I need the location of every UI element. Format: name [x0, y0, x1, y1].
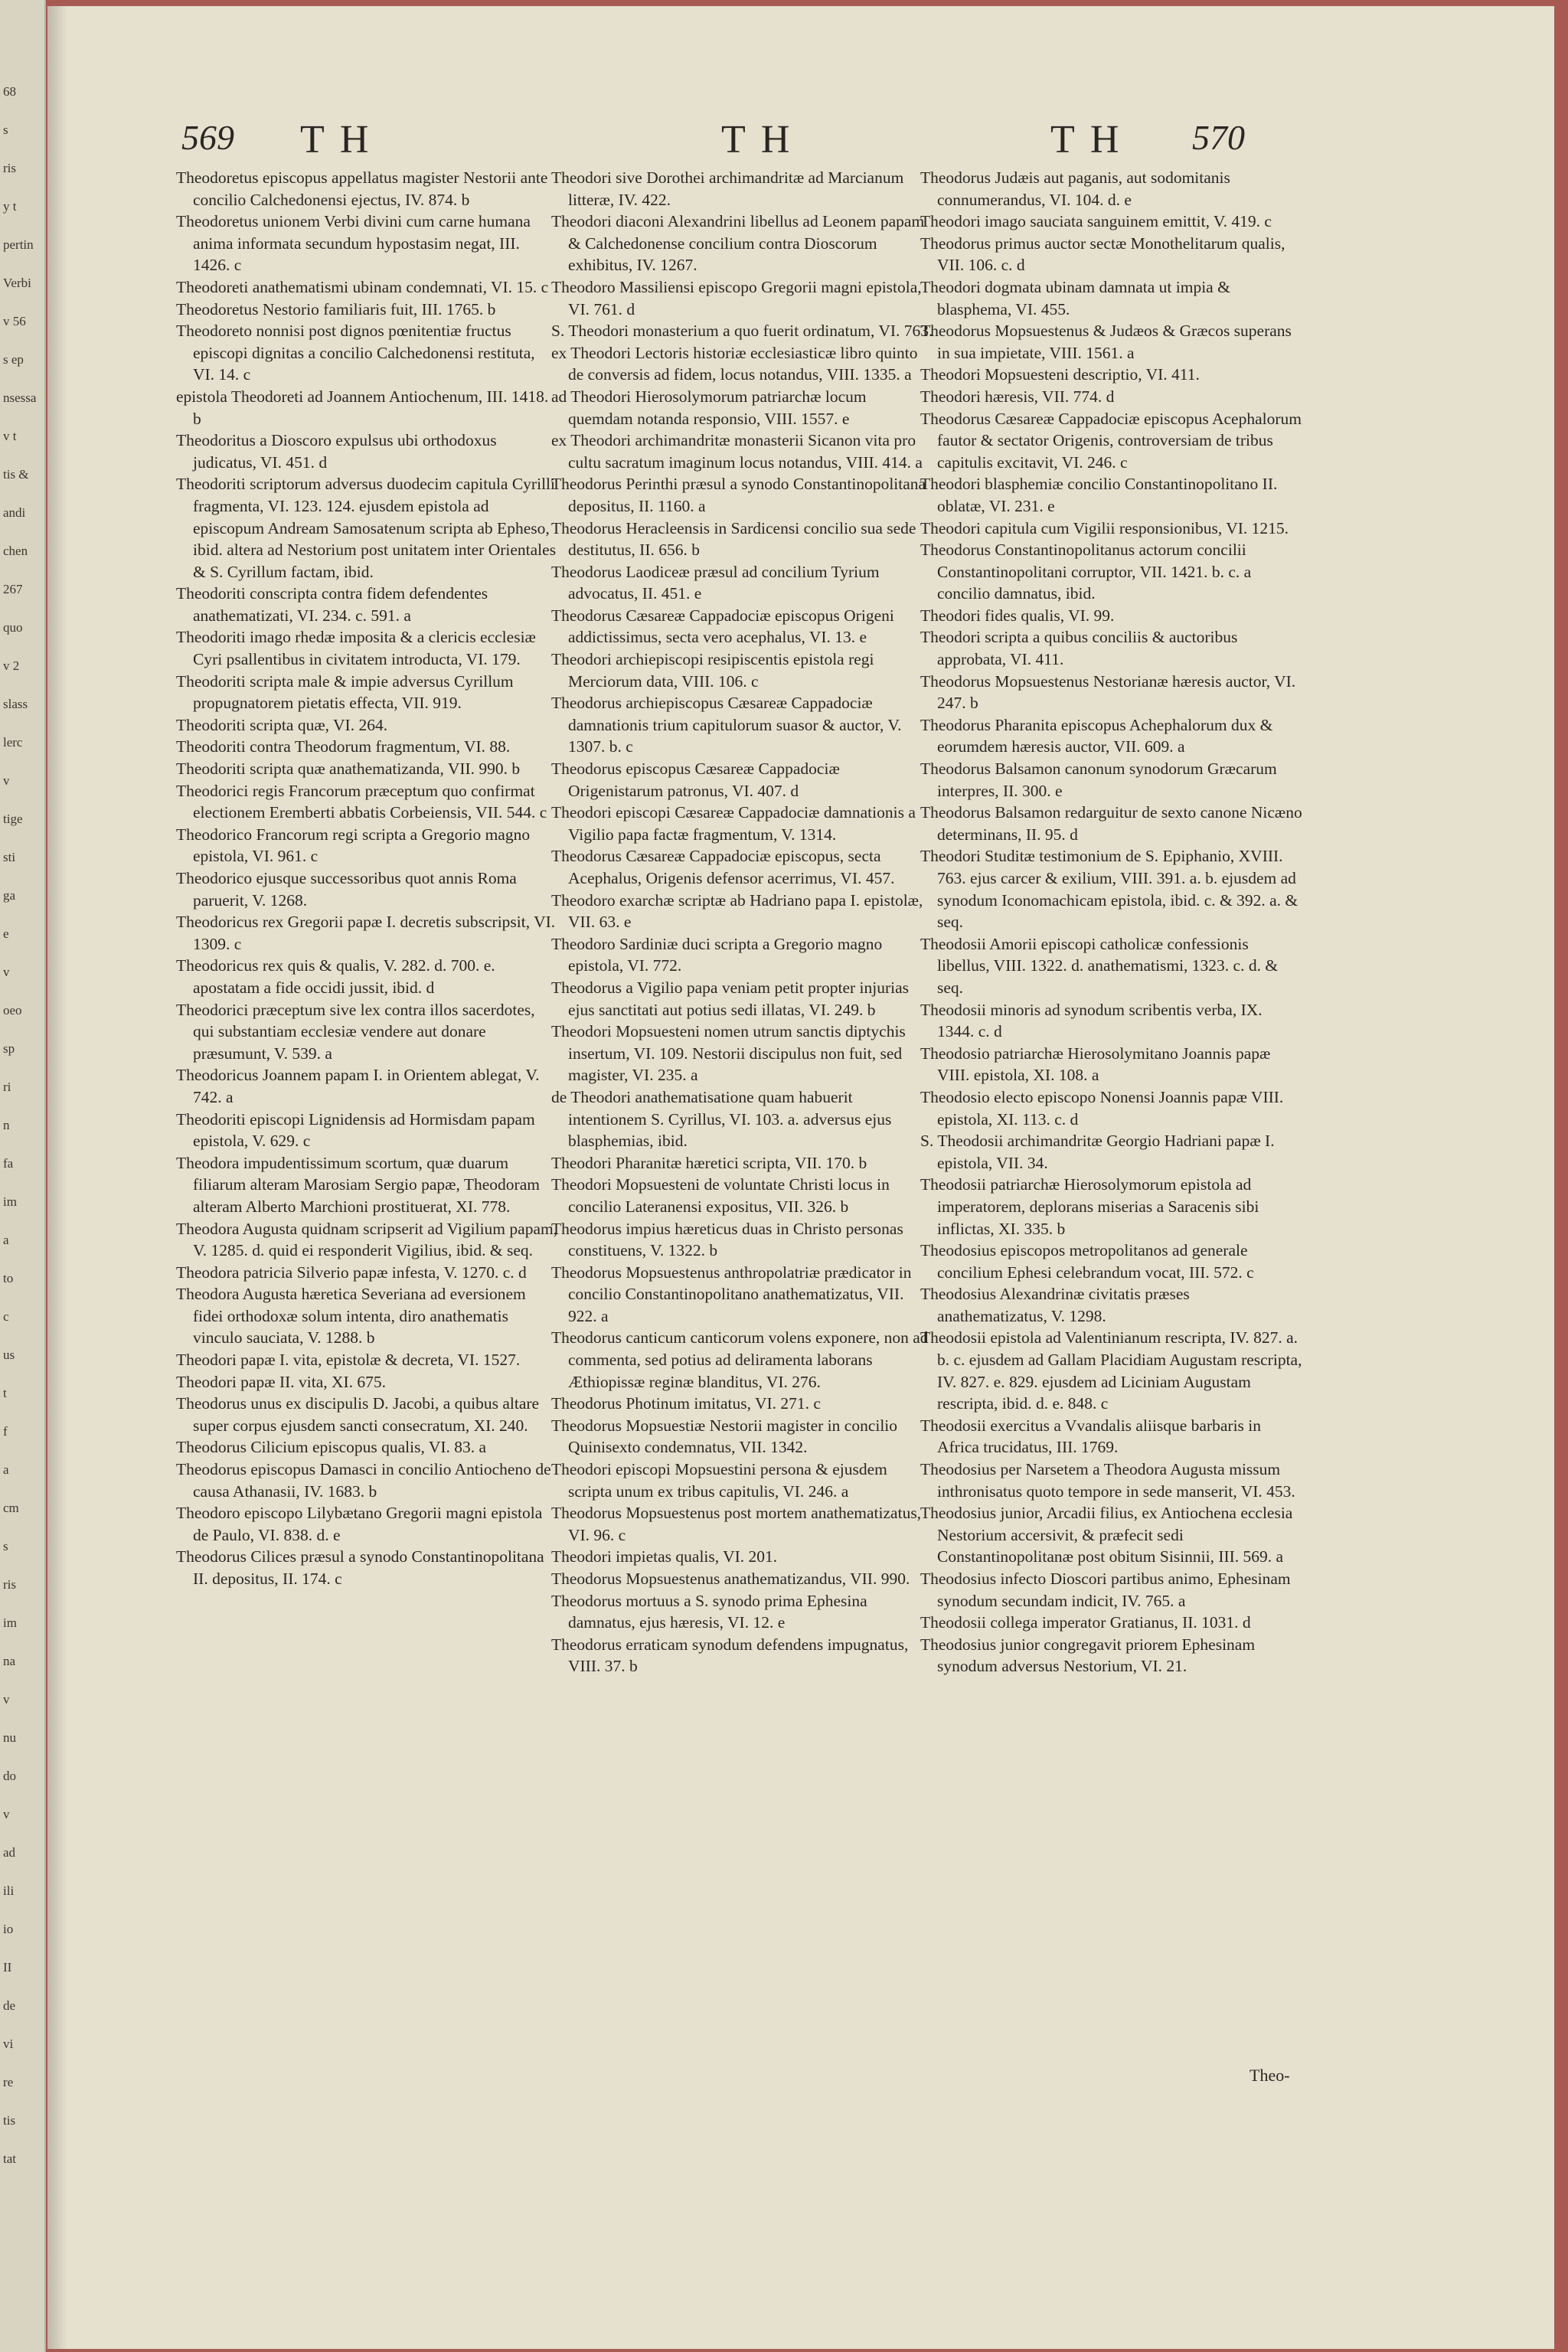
- index-entry: Theodori fides qualis, VI. 99.: [920, 606, 1115, 625]
- index-entry: Theodosius junior, Arcadii filius, ex Antiochena ecclesia Nestorium accersivit, & præfecit sedi Constantinopolitanæ post obitum Sisinnii, III. 569. a: [920, 1504, 1293, 1566]
- index-entry: Theodorus unus ex discipulis D. Jacobi, a quibus altare super corpus ejusdem sancti consecratum, XI. 240.: [176, 1394, 540, 1435]
- index-entry: Theodorus Cilicium episcopus qualis, VI. 83. a: [176, 1438, 487, 1457]
- previous-page-fragment: oeo: [3, 1003, 22, 1018]
- index-entry: Theodorico Francorum regi scripta a Gregorio magno epistola, VI. 961. c: [176, 825, 531, 866]
- index-entry: Theodoretus unionem Verbi divini cum carne humana anima informata secundum hypostasim negat, III. 1426. c: [176, 212, 531, 275]
- index-entry: Theodorus Laodiceæ præsul ad concilium Tyrium advocatus, II. 451. e: [551, 562, 880, 603]
- index-entry: de Theodori anathematisatione quam habuerit intentionem S. Cyrillus, VI. 103. a. adversus ejus blasphemias, ibid.: [551, 1087, 892, 1151]
- index-entry: Theodoricus rex Gregorii papæ I. decretis subscripsit, VI. 1309. c: [176, 913, 556, 953]
- index-entry: Theodosius junior congregavit priorem Ephesinam synodum adversus Nestorium, VI. 21.: [920, 1635, 1256, 1676]
- index-entry: ad Theodori Hierosolymorum patriarchæ locum quemdam notanda responsio, VIII. 1557. e: [551, 387, 867, 428]
- previous-page-fragment: 267: [3, 582, 23, 596]
- previous-page-fragment: a: [3, 1233, 9, 1247]
- index-entry: Theodora Augusta hæretica Severiana ad eversionem fidei orthodoxæ solum intenta, diro anathematis vinculo sauciata, V. 1288. b: [176, 1285, 526, 1348]
- index-entry: Theodorus canticum canticorum volens exponere, non ad commenta, sed potius ad deliramenta laborans Æthiopissæ reginæ blanditus, VI. 276.: [551, 1328, 929, 1391]
- previous-page-fragment: io: [3, 1922, 14, 1936]
- index-entry: Theodorus Perinthi præsul a synodo Constantinopolitana depositus, II. 1160. a: [551, 475, 926, 515]
- previous-page-fragment: tis &: [3, 467, 29, 482]
- previous-page-fragment: 68: [3, 84, 16, 99]
- previous-page-fragment: f: [3, 1424, 8, 1439]
- previous-page-fragment: t: [3, 1386, 7, 1400]
- index-entry: Theodoriti scripta quæ anathematizanda, VII. 990. b: [176, 760, 521, 779]
- previous-page-fragment: v t: [3, 429, 17, 443]
- index-entry: Theodoretus episcopus appellatus magister Nestorii ante concilio Calchedonensi ejectus, IV. 874. b: [176, 168, 548, 209]
- index-entry: Theodoritus a Dioscoro expulsus ubi orthodoxus judicatus, VI. 451. d: [176, 431, 497, 472]
- previous-page-fragment: im: [3, 1615, 17, 1630]
- previous-page-fragment: fa: [3, 1156, 14, 1171]
- previous-page-fragment: v 2: [3, 658, 20, 673]
- book-page: [47, 6, 1554, 2349]
- previous-page-fragment: to: [3, 1271, 14, 1285]
- previous-page-fragment: c: [3, 1309, 9, 1324]
- index-entry: Theodosius Alexandrinæ civitatis præses anathematizatus, V. 1298.: [920, 1285, 1190, 1325]
- index-entry: Theodorus Mopsuestenus & Judæos & Græcos superans in sua impietate, VIII. 1561. a: [920, 322, 1292, 362]
- index-entry: Theodoriti conscripta contra fidem defendentes anathematizati, VI. 234. c. 591. a: [176, 584, 488, 625]
- previous-page-fragment: lerc: [3, 735, 23, 750]
- previous-page-fragment: y t: [3, 199, 17, 214]
- previous-page-fragment: ris: [3, 1577, 16, 1592]
- index-entry: Theodorus mortuus a S. synodo prima Ephesina damnatus, ejus hæresis, VI. 12. e: [551, 1591, 867, 1632]
- previous-page-fragment: vi: [3, 2037, 14, 2051]
- previous-page-edge: [0, 0, 46, 2352]
- index-entry: Theodora patricia Silverio papæ infesta, V. 1270. c. d: [176, 1263, 527, 1282]
- previous-page-fragment: s: [3, 122, 8, 137]
- previous-page-fragment: Verbi: [3, 276, 31, 290]
- index-entry: Theodosio electo episcopo Nonensi Joannis papæ VIII. epistola, XI. 113. c. d: [920, 1087, 1284, 1129]
- index-entry: Theodorus Pharanita episcopus Achephalorum dux & eorumdem hæresis auctor, VII. 609. a: [920, 715, 1273, 756]
- index-entry: Theodori Mopsuesteni de voluntate Christi locus in concilio Lateranensi expositus, VII. 326. b: [551, 1175, 890, 1216]
- index-entry: Theodosio patriarchæ Hierosolymitano Joannis papæ VIII. epistola, XI. 108. a: [920, 1044, 1271, 1085]
- index-entry: epistola Theodoreti ad Joannem Antiochenum, III. 1418. b: [176, 387, 549, 428]
- previous-page-fragment: II: [3, 1960, 12, 1975]
- previous-page-fragment: v: [3, 1692, 10, 1707]
- previous-page-fragment: tige: [3, 812, 23, 826]
- previous-page-fragment: do: [3, 1769, 16, 1783]
- previous-page-fragment: pertin: [3, 237, 34, 252]
- index-entry: Theodoriti scripta quæ, VI. 264.: [176, 715, 388, 734]
- index-entry: Theodosii Amorii episcopi catholicæ confessionis libellus, VIII. 1322. d. anathematismi, 1323. c. d. & seq.: [920, 934, 1279, 997]
- index-entry: Theodosii collega imperator Gratianus, II. 1031. d: [920, 1613, 1251, 1632]
- index-entry: Theodori Mopsuesteni nomen utrum sanctis diptychis insertum, VI. 109. Nestorii discipulus non fuit, sed magister, VI. 235. a: [551, 1022, 906, 1085]
- index-entry: Theodori imago sauciata sanguinem emittit, V. 419. c: [920, 212, 1272, 231]
- center-running-head: T H: [721, 118, 793, 162]
- previous-page-fragment: ili: [3, 1883, 15, 1898]
- index-entry: Theodori dogmata ubinam damnata ut impia & blasphema, VI. 455.: [920, 277, 1230, 318]
- previous-page-fragment: sti: [3, 850, 16, 864]
- index-entry: Theodorus Cilices præsul a synodo Constantinopolitana II. depositus, II. 174. c: [176, 1547, 544, 1588]
- previous-page-fragment: chen: [3, 544, 28, 558]
- index-entry: Theodosius per Narsetem a Theodora Augusta missum inthronisatus quoto tempore in sede manserit, VI. 453.: [920, 1460, 1295, 1501]
- index-entry: Theodorus Mopsuestiæ Nestorii magister in concilio Quinisexto condemnatus, VII. 1342.: [551, 1416, 898, 1457]
- index-entry: Theodora Augusta quidnam scripserit ad Vigilium papam, V. 1285. d. quid ei responderit Vigilius, ibid. & seq.: [176, 1219, 558, 1260]
- index-entry: Theodosius episcopos metropolitanos ad generale concilium Ephesi celebrandum vocat, III. 572. c: [920, 1241, 1254, 1282]
- index-entry: Theodoro episcopo Lilybætano Gregorii magni epistola de Paulo, VI. 838. d. e: [176, 1504, 543, 1544]
- previous-page-fragment: nsessa: [3, 390, 37, 405]
- index-entry: Theodoriti contra Theodorum fragmentum, VI. 88.: [176, 737, 511, 756]
- index-entry: Theodorus primus auctor sectæ Monothelitarum qualis, VII. 106. c. d: [920, 234, 1285, 275]
- index-entry: Theodosii exercitus a Vvandalis aliisque barbaris in Africa trucidatus, III. 1769.: [920, 1416, 1262, 1457]
- index-entry: Theodosii patriarchæ Hierosolymorum epistola ad imperatorem, deplorans miserias a Saracenis sibi inflictas, XI. 335. b: [920, 1175, 1259, 1238]
- index-entry: Theodori impietas qualis, VI. 201.: [551, 1547, 778, 1566]
- previous-page-fragment: tat: [3, 2151, 16, 2166]
- index-entry: Theodori capitula cum Vigilii responsionibus, VI. 1215.: [920, 518, 1289, 537]
- index-entry: Theodorus Heracleensis in Sardicensi concilio sua sede destitutus, II. 656. b: [551, 518, 916, 560]
- previous-page-fragment: e: [3, 926, 9, 941]
- index-entry: Theodorici præceptum sive lex contra illos sacerdotes, qui substantiam ecclesiæ vendere aut donare præsumunt, V. 539. a: [176, 1000, 535, 1063]
- index-entry: Theodoretus Nestorio familiaris fuit, III. 1765. b: [176, 299, 496, 318]
- index-column-3: [920, 167, 1303, 1677]
- gutter-shadow: [47, 6, 67, 2349]
- index-entry: Theodori diaconi Alexandrini libellus ad Leonem papam & Calchedonense concilium contra Dioscorum exhibitus, IV. 1267.: [551, 212, 925, 275]
- index-entry: Theodoriti scripta male & impie adversus Cyrillum propugnatorem pietatis effecta, VII. 919.: [176, 671, 514, 713]
- index-entry: Theodori Pharanitæ hæretici scripta, VII. 170. b: [551, 1153, 867, 1172]
- index-entry: Theodorus Balsamon redarguitur de sexto canone Nicæno determinans, II. 95. d: [920, 803, 1302, 844]
- index-entry: Theodori episcopi Mopsuestini persona & ejusdem scripta unum ex tribus capitulis, VI. 246. a: [551, 1460, 887, 1501]
- index-entry: Theodorus episcopus Damasci in concilio Antiocheno de causa Athanasii, IV. 1683. b: [176, 1460, 551, 1501]
- previous-page-fragment: im: [3, 1194, 17, 1209]
- index-entry: Theodori archiepiscopi resipiscentis epistola regi Merciorum data, VIII. 106. c: [551, 650, 874, 691]
- index-entry: Theodori Studitæ testimonium de S. Epiphanio, XVIII. 763. ejus carcer & exilium, VIII. 391. a. b. ejusdem ad synodum Iconomachicam epistola, ibid. c. & 392. a. & seq.: [920, 847, 1298, 932]
- index-entry: Theodori papæ I. vita, epistolæ & decreta, VI. 1527.: [176, 1351, 521, 1370]
- index-entry: Theodoro Massiliensi episcopo Gregorii magni epistola, VI. 761. d: [551, 277, 922, 318]
- previous-page-fragment: quo: [3, 620, 23, 635]
- index-entry: Theodorus Cæsareæ Cappadociæ episcopus Origeni addictissimus, secta vero acephalus, VI. 13. e: [551, 606, 894, 647]
- index-entry: Theodorus Balsamon canonum synodorum Græcarum interpres, II. 300. e: [920, 760, 1277, 800]
- index-entry: Theodori scripta a quibus conciliis & auctoribus approbata, VI. 411.: [920, 628, 1238, 669]
- index-entry: Theodoriti scriptorum adversus duodecim capitula Cyrilli fragmenta, VI. 123. 124. ejusdem epistola ad episcopum Andream Samosatenum scripta ab Epheso, ibid. altera ad Nestorium post unitatem inter Orientales & S. Cyrillum factam, ibid.: [176, 475, 557, 581]
- previous-page-fragment: n: [3, 1118, 10, 1132]
- left-page-number: 569: [181, 118, 234, 157]
- index-entry: Theodorico ejusque successoribus quot annis Roma paruerit, V. 1268.: [176, 869, 517, 910]
- previous-page-fragment: tis: [3, 2113, 16, 2128]
- previous-page-fragment: v: [3, 965, 10, 979]
- previous-page-fragment: andi: [3, 505, 26, 520]
- index-entry: ex Theodori archimandritæ monasterii Sicanon vita pro cultu sacratum imaginum locus notandus, VIII. 414. a: [551, 431, 923, 472]
- index-entry: ex Theodori Lectoris historiæ ecclesiasticæ libro quinto de conversis ad fidem, locus notandus, VIII. 1335. a: [551, 343, 918, 384]
- index-entry: Theodorus Mopsuestenus post mortem anathematizatus, VI. 96. c: [551, 1504, 922, 1544]
- index-entry: Theodorus episcopus Cæsareæ Cappadociæ Origenistarum patronus, VI. 407. d: [551, 760, 840, 800]
- index-entry: Theodori blasphemiæ concilio Constantinopolitano II. oblatæ, VI. 231. e: [920, 475, 1278, 515]
- previous-page-fragment: sp: [3, 1041, 15, 1056]
- left-running-head: T H: [300, 118, 372, 162]
- previous-page-fragment: na: [3, 1654, 16, 1668]
- previous-page-fragment: v 56: [3, 314, 26, 328]
- previous-page-fragment: v: [3, 773, 10, 788]
- index-column-2: [551, 167, 934, 1677]
- index-entry: Theodoriti imago rhedæ imposita & a clericis ecclesiæ Cyri psallentibus in civitatem introducta, VI. 179.: [176, 628, 536, 669]
- index-entry: Theodorus Cæsareæ Cappadociæ episcopus Acephalorum fautor & sectator Origenis, controversiam de tribus capitulis excitavit, VI. 246. c: [920, 409, 1302, 472]
- previous-page-fragment: ga: [3, 888, 16, 903]
- index-entry: S. Theodori monasterium a quo fuerit ordinatum, VI. 763.: [551, 322, 933, 341]
- index-entry: Theodosius infecto Dioscori partibus animo, Ephesinam synodum secundam indicit, IV. 765. a: [920, 1570, 1291, 1610]
- previous-page-fragment: a: [3, 1462, 9, 1477]
- index-entry: Theodoreto nonnisi post dignos pœnitentiæ fructus episcopi dignitas a concilio Calchedonensi restituta, VI. 14. c: [176, 322, 535, 384]
- index-entry: Theodoricus Joannem papam I. in Orientem ablegat, V. 742. a: [176, 1066, 540, 1106]
- index-entry: Theodorus Cæsareæ Cappadociæ episcopus, secta Acephalus, Origenis defensor acerrimus, VI. 457.: [551, 847, 895, 887]
- index-entry: Theodori hæresis, VII. 774. d: [920, 387, 1115, 406]
- index-entry: Theodosii epistola ad Valentinianum rescripta, IV. 827. a. b. c. ejusdem ad Gallam Placidiam Augustam rescripta, IV. 827. e. 829. ejusdem ad Liciniam Augustam rescripta, ibid. d. e. 848. c: [920, 1328, 1302, 1413]
- previous-page-fragment: s: [3, 1539, 8, 1553]
- index-entry: Theodoriti episcopi Lignidensis ad Hormisdam papam epistola, V. 629. c: [176, 1109, 535, 1151]
- index-entry: Theodori episcopi Cæsareæ Cappadociæ damnationis a Vigilio papa factæ fragmentum, V. 1314.: [551, 803, 916, 844]
- previous-page-fragment: ris: [3, 161, 16, 175]
- index-entry: Theodori sive Dorothei archimandritæ ad Marcianum litteræ, IV. 422.: [551, 168, 904, 209]
- previous-page-fragment: nu: [3, 1730, 16, 1745]
- previous-page-fragment: cm: [3, 1501, 19, 1515]
- previous-page-fragment: de: [3, 1998, 16, 2013]
- index-entry: Theodorus Mopsuestenus Nestorianæ hæresis auctor, VI. 247. b: [920, 671, 1296, 713]
- right-page-number: 570: [1192, 118, 1245, 157]
- index-entry: Theodorus erraticam synodum defendens impugnatus, VIII. 37. b: [551, 1635, 909, 1676]
- previous-page-fragment: ad: [3, 1845, 16, 1860]
- index-entry: Theodorus Mopsuestenus anathematizandus, VII. 990.: [551, 1570, 910, 1588]
- index-column-1: [176, 167, 559, 1590]
- index-entry: Theodorus impius hæreticus duas in Christo personas constituens, V. 1322. b: [551, 1219, 903, 1260]
- index-entry: Theodorus Photinum imitatus, VI. 271. c: [551, 1394, 821, 1413]
- index-entry: Theodorus Mopsuestenus anthropolatriæ prædicator in concilio Constantinopolitano anathematizatus, VII. 922. a: [551, 1263, 912, 1325]
- index-entry: Theodoro Sardiniæ duci scripta a Gregorio magno epistola, VI. 772.: [551, 934, 883, 975]
- index-entry: S. Theodosii archimandritæ Georgio Hadriani papæ I. epistola, VII. 34.: [920, 1132, 1275, 1172]
- index-entry: Theodoricus rex quis & qualis, V. 282. d. 700. e. apostatam a fide occidi jussit, ibid. d: [176, 956, 495, 997]
- previous-page-fragment: v: [3, 1807, 10, 1821]
- index-entry: Theodorus archiepiscopus Cæsareæ Cappadociæ damnationis trium capitulorum suasor & auctor, V. 1307. b. c: [551, 694, 902, 756]
- index-entry: Theodoreti anathematismi ubinam condemnati, VI. 15. c: [176, 277, 549, 296]
- index-entry: Theodori Mopsuesteni descriptio, VI. 411.: [920, 365, 1200, 384]
- index-entry: Theodoro exarchæ scriptæ ab Hadriano papa I. epistolæ, VII. 63. e: [551, 890, 923, 932]
- previous-page-fragment: re: [3, 2075, 14, 2089]
- previous-page-fragment: us: [3, 1348, 15, 1362]
- previous-page-fragment: ri: [3, 1080, 11, 1094]
- previous-page-fragment: slass: [3, 697, 28, 711]
- index-entry: Theodori papæ II. vita, XI. 675.: [176, 1372, 387, 1391]
- index-entry: Theodorus a Vigilio papa veniam petit propter injurias ejus sanctitati aut potius sedi illatas, VI. 249. b: [551, 978, 910, 1019]
- index-entry: Theodora impudentissimum scortum, quæ duarum filiarum alteram Marosiam Sergio papæ, Theodoram alteram Alberto Marchioni prostituerat, XI. 778.: [176, 1153, 540, 1216]
- index-entry: Theodorici regis Francorum præceptum quo confirmat electionem Eremberti abbatis Corbeiensis, VII. 544. c: [176, 781, 547, 822]
- index-entry: Theodosii minoris ad synodum scribentis verba, IX. 1344. c. d: [920, 1000, 1263, 1041]
- right-running-head: T H: [1050, 118, 1122, 162]
- catchword: Theo-: [1250, 2066, 1290, 2085]
- previous-page-fragment: s ep: [3, 352, 24, 367]
- index-entry: Theodorus Constantinopolitanus actorum concilii Constantinopolitani corruptor, VII. 1421. b. c. a concilio damnatus, ibid.: [920, 541, 1252, 603]
- index-entry: Theodorus Judæis aut paganis, aut sodomitanis connumerandus, VI. 104. d. e: [920, 168, 1230, 209]
